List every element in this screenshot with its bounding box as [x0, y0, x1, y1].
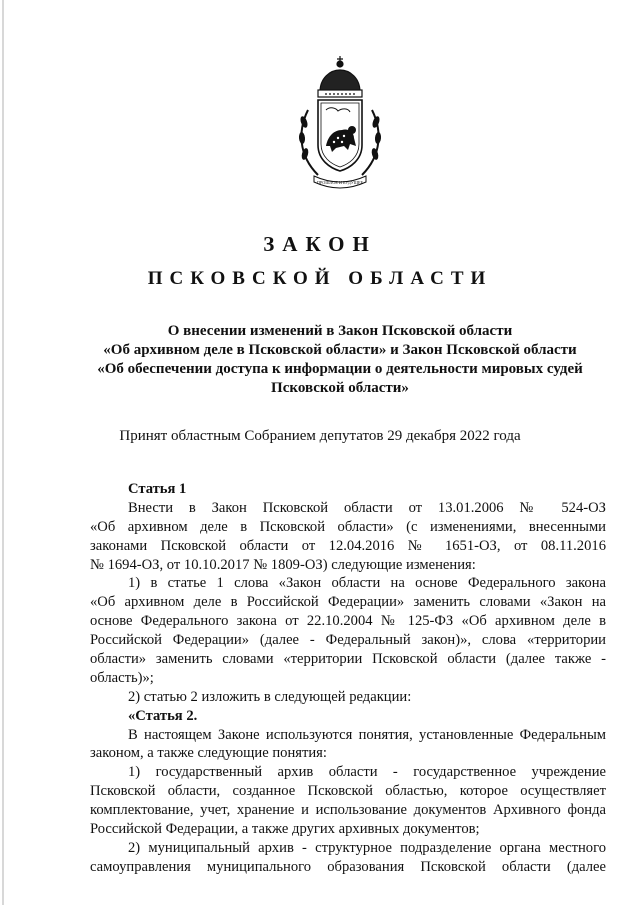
body-line: самоуправления муниципального образования Псковской области (далее [90, 858, 606, 875]
body-line: 1) в статье 1 слова «Закон области на основе Федерального закона [128, 575, 606, 592]
law-body [90, 480, 606, 877]
body-line: область)»; [90, 669, 154, 686]
body-line: Российской Федерации, а также других архивных документов; [90, 821, 480, 838]
document-title: ЗАКОН [263, 232, 377, 256]
body-line: 2) муниципальный архив - структурное подразделение органа местного [128, 839, 606, 856]
body-line: № 1694-ОЗ, от 10.10.2017 № 1809-ОЗ) следующие изменения: [90, 556, 476, 573]
subject-line: «Об обеспечении доступа к информации о деятельности мировых судей [97, 361, 583, 377]
adoption-statement: Принят областным Собранием депутатов 29 декабря 2022 года [119, 428, 521, 444]
body-line: 2) статью 2 изложить в следующей редакции: [128, 688, 412, 705]
body-line: В настоящем Законе используются понятия, установленные Федеральным [128, 726, 606, 743]
document-subtitle: ПСКОВСКОЙ ОБЛАСТИ [147, 268, 493, 289]
body-line: законами Псковской области от 12.04.2016 № 1651-ОЗ, от 08.11.2016 [90, 537, 606, 554]
page-edge-shadow [2, 0, 4, 905]
coat-of-arms-icon [290, 50, 390, 195]
article-heading: Статья 1 [128, 481, 187, 497]
law-subject [90, 322, 590, 398]
body-line: Псковской области, созданное Псковской областью, которое осуществляет [90, 783, 606, 800]
subject-line: О внесении изменений в Закон Псковской области [167, 323, 513, 339]
body-line: комплектование, учет, хранение и использование документов Архивного фонда [90, 802, 606, 819]
body-line: основе Федерального закона от 22.10.2004 № 125-ФЗ «Об архивном деле в [90, 613, 606, 630]
body-line: Внести в Закон Псковской области от 13.01.2006 № 524-ОЗ [128, 499, 606, 516]
body-line: «Об архивном деле в Российской Федерации» заменить словами «Закон на [90, 594, 606, 611]
body-line: законом, а также следующие понятия: [90, 745, 327, 762]
body-line: «Об архивном деле в Псковской области» (с изменениями, внесенными [90, 518, 606, 535]
emblem-motto: ПРОШЛОЕ И БУДУЩЕЕ [316, 180, 364, 185]
subject-line: «Об архивном деле в Псковской области» и Закон Псковской области [103, 342, 577, 358]
body-line: 1) государственный архив области - государственное учреждение [128, 764, 606, 781]
article-heading: «Статья 2. [128, 707, 198, 724]
subject-line: Псковской области» [271, 380, 409, 396]
body-line: Российской Федерации» (далее - Федеральный закон)», слова «территории [90, 632, 606, 649]
body-line: области» заменить словами «территории Псковской области (далее также - [90, 651, 606, 668]
